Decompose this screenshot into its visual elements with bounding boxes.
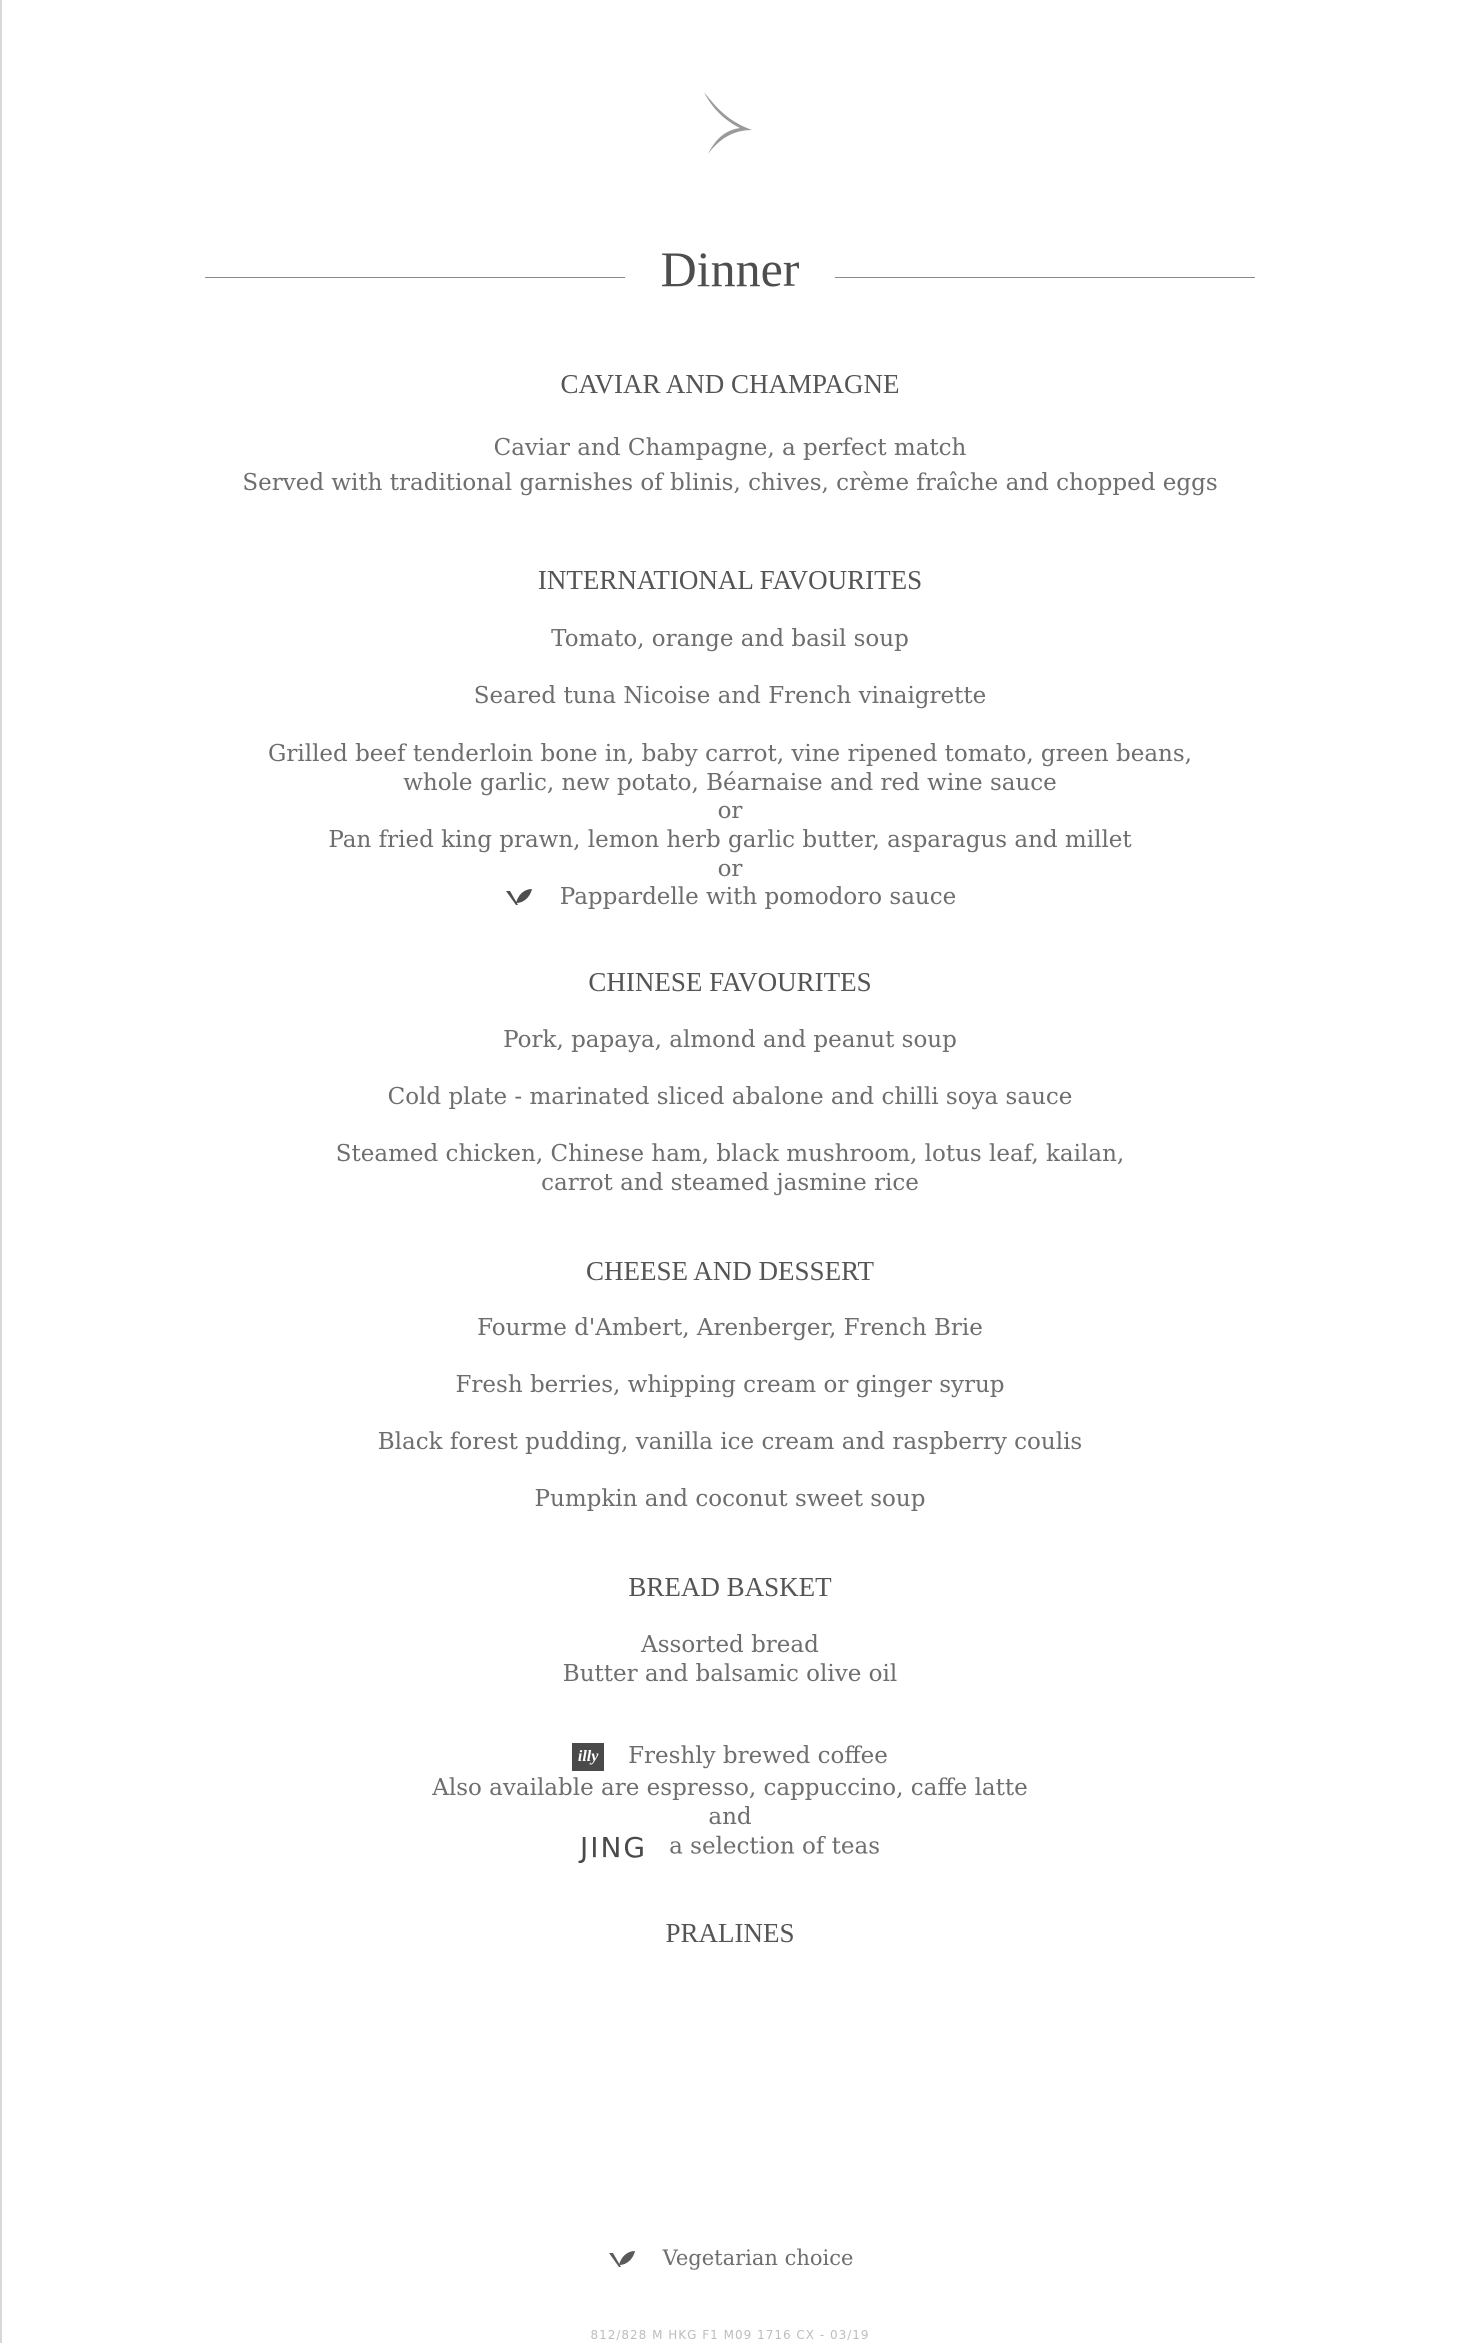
menu-line: Pork, papaya, almond and peanut soup (503, 1027, 957, 1053)
section-heading-international: INTERNATIONAL FAVOURITES (537, 565, 923, 595)
menu-line: Fresh berries, whipping cream or ginger syrup (455, 1372, 1005, 1398)
title-rule-right (835, 277, 1255, 278)
menu-line: carrot and steamed jasmine rice (541, 1170, 919, 1196)
menu-line: Butter and balsamic olive oil (562, 1661, 898, 1687)
vegetarian-leaf-icon (607, 2249, 637, 2271)
menu-line: Grilled beef tenderloin bone in, baby carrot, vine ripened tomato, green beans, (268, 741, 1192, 767)
menu-line: and (708, 1804, 752, 1830)
or-separator: or (717, 798, 743, 824)
page-title: Dinner (660, 241, 800, 297)
legend-text: Vegetarian choice (662, 2246, 854, 2270)
menu-line: Pan fried king prawn, lemon herb garlic butter, asparagus and millet (328, 827, 1132, 853)
jing-logo: JING (579, 1831, 648, 1864)
menu-line: Cold plate - marinated sliced abalone and chilli soya sauce (387, 1084, 1073, 1110)
vegetarian-leaf-icon (504, 887, 534, 909)
section-heading-cheese: CHEESE AND DESSERT (586, 1256, 874, 1286)
menu-line: Pumpkin and coconut sweet soup (534, 1486, 926, 1512)
legend-vegetarian (0, 2246, 1460, 2271)
menu-line: Seared tuna Nicoise and French vinaigrette (473, 683, 987, 709)
menu-line: Steamed chicken, Chinese ham, black mushroom, lotus leaf, kailan, (335, 1141, 1125, 1167)
menu-line-text: Pappardelle with pomodoro sauce (559, 884, 957, 910)
menu-line: Served with traditional garnishes of blinis, chives, crème fraîche and chopped eggs (242, 470, 1218, 496)
menu-line: whole garlic, new potato, Béarnaise and red wine sauce (403, 770, 1057, 796)
menu-line: Assorted bread (641, 1632, 819, 1658)
section-heading-caviar: CAVIAR AND CHAMPAGNE (560, 369, 900, 399)
section-heading-bread: BREAD BASKET (628, 1572, 832, 1602)
illy-logo: illy (572, 1743, 604, 1771)
menu-line: Black forest pudding, vanilla ice cream and raspberry coulis (377, 1429, 1083, 1455)
section-heading-chinese: CHINESE FAVOURITES (588, 967, 872, 997)
menu-line: Tomato, orange and basil soup (551, 626, 909, 652)
menu-line: Also available are espresso, cappuccino, caffe latte (432, 1775, 1028, 1801)
menu-line-vegetarian (0, 884, 1460, 910)
airline-logo-icon (700, 88, 760, 158)
coffee-line (0, 1743, 1460, 1771)
menu-line: Fourme d'Ambert, Arenberger, French Brie (477, 1315, 983, 1341)
menu-line: Caviar and Champagne, a perfect match (493, 435, 967, 461)
title-row (0, 240, 1460, 310)
menu-code: 812/828 M HKG F1 M09 1716 CX - 03/19 (590, 2328, 870, 2342)
coffee-text: Freshly brewed coffee (628, 1743, 888, 1769)
or-separator: or (717, 856, 743, 882)
tea-line (0, 1831, 1460, 1864)
tea-text: a selection of teas (669, 1833, 881, 1860)
section-heading-pralines: PRALINES (665, 1918, 795, 1948)
